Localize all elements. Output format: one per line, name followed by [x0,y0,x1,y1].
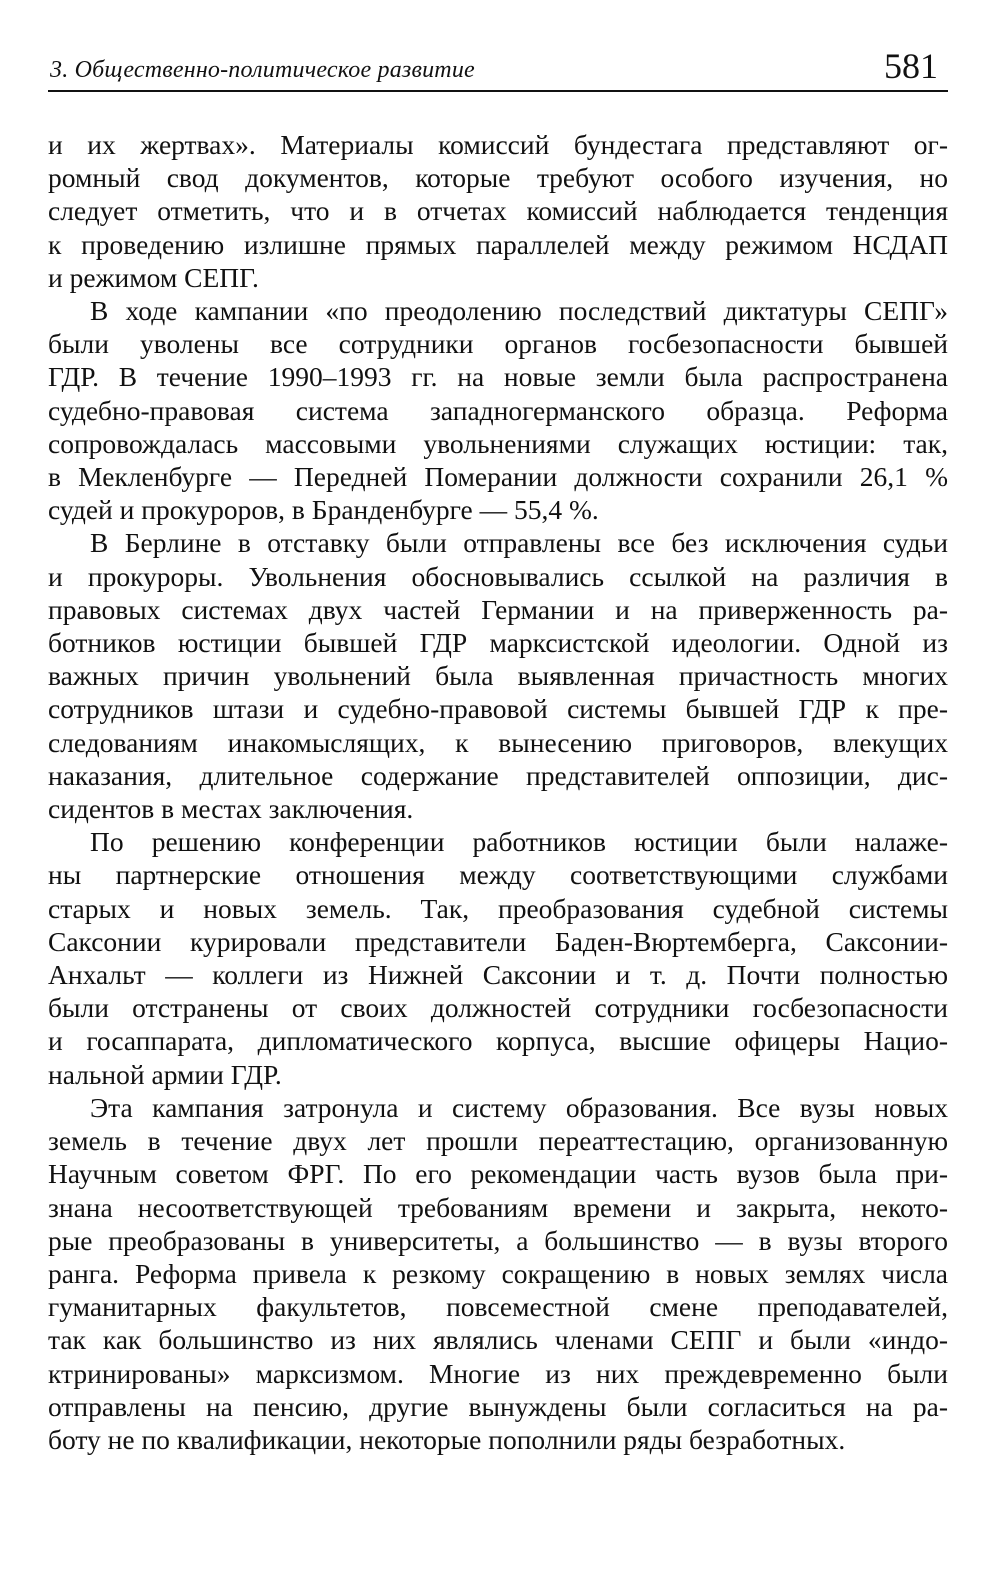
text-line: земель в течение двух лет прошли переаттестацию, организованную [48,1125,948,1157]
text-line: В Берлине в отставку были отправлены все без исключения судьи [90,527,948,559]
text-line: сотрудников штази и судебно-правовой системы бывшей ГДР к пре- [48,693,948,725]
text-line: знана несоответствующей требованиям времени и закрыта, некото- [48,1191,948,1223]
book-page [48,40,948,1456]
text-line: судей и прокуроров, в Бранденбурге — 55,4 %. [48,494,599,526]
text-line: и их жертвах». Материалы комиссий бундестага представляют ог- [48,129,948,160]
paragraph-4 [48,825,948,1091]
text-line: следованиям инакомыслящих, к вынесению приговоров, влекущих [48,726,948,758]
text-line: Анхальт — коллеги из Нижней Саксонии и т. д. Почти полностью [48,959,948,991]
text-line: ны партнерские отношения между соответствующими службами [48,859,948,891]
text-line: наказания, длительное содержание представителей оппозиции, дис- [48,759,948,791]
paragraph-1 [48,128,948,294]
text-line: ранга. Реформа привела к резкому сокращению в новых землях числа [48,1257,948,1289]
text-line: гуманитарных факультетов, повсеместной смене преподавателей, [48,1291,948,1323]
text-line: и прокуроры. Увольнения обосновывались ссылкой на различия в [48,560,948,592]
text-line: были уволены все сотрудники органов госбезопасности бывшей [48,328,948,360]
text-line: Эта кампания затронула и систему образования. Все вузы новых [90,1091,948,1123]
text-line: ктринированы» марксизмом. Многие из них преждевременно были [48,1357,948,1389]
text-line: Саксонии курировали представители Баден-Вюртемберга, Саксонии- [48,925,948,957]
text-line: ромный свод документов, которые требуют особого изучения, но [48,162,948,194]
body-text [48,128,948,1456]
text-line: судебно-правовая система западногерманского образца. Реформа [48,394,948,426]
text-line: правовых системах двух частей Германии и на приверженность ра- [48,593,948,625]
text-line: ГДР. В течение 1990–1993 гг. на новые земли была распространена [48,361,948,393]
text-line: старых и новых земель. Так, преобразования судебной системы [48,892,948,924]
text-line: важных причин увольнений была выявленная причастность многих [48,660,948,692]
running-header [48,40,948,92]
text-line: По решению конференции работников юстиции были налаже- [90,826,948,858]
text-line: в Мекленбурге — Передней Померании должности сохранили 26,1 % [48,461,948,493]
chapter-running-title: 3. Общественно-политическое развитие [50,57,475,83]
text-line: нальной армии ГДР. [48,1058,282,1090]
text-line: В ходе кампании «по преодолению последствий диктатуры СЕПГ» [90,295,948,327]
text-line: отправлены на пенсию, другие вынуждены были согласиться на ра- [48,1390,948,1422]
text-line: к проведению излишне прямых параллелей между режимом НСДАП [48,228,948,260]
paragraph-2 [48,294,948,526]
text-line: ботников юстиции бывшей ГДР марксистской идеологии. Одной из [48,627,948,659]
text-line: и режимом СЕПГ. [48,261,259,293]
text-line: рые преобразованы в университеты, а большинство — в вузы второго [48,1224,948,1256]
text-line: так как большинство из них являлись членами СЕПГ и были «индо- [48,1324,948,1356]
text-line: следует отметить, что и в отчетах комиссий наблюдается тенденция [48,195,948,227]
text-line: и госаппарата, дипломатического корпуса, высшие офицеры Нацио- [48,1025,948,1057]
paragraph-3 [48,526,948,825]
text-line: были отстранены от своих должностей сотрудники госбезопасности [48,992,948,1024]
text-line: сидентов в местах заключения. [48,793,414,825]
paragraph-5 [48,1091,948,1456]
text-line: сопровождалась массовыми увольнениями служащих юстиции: так, [48,427,948,459]
page-number: 581 [884,46,938,86]
text-line: боту не по квалификации, некоторые пополнили ряды безработных. [48,1423,846,1455]
text-line: Научным советом ФРГ. По его рекомендации часть вузов была при- [48,1158,948,1190]
